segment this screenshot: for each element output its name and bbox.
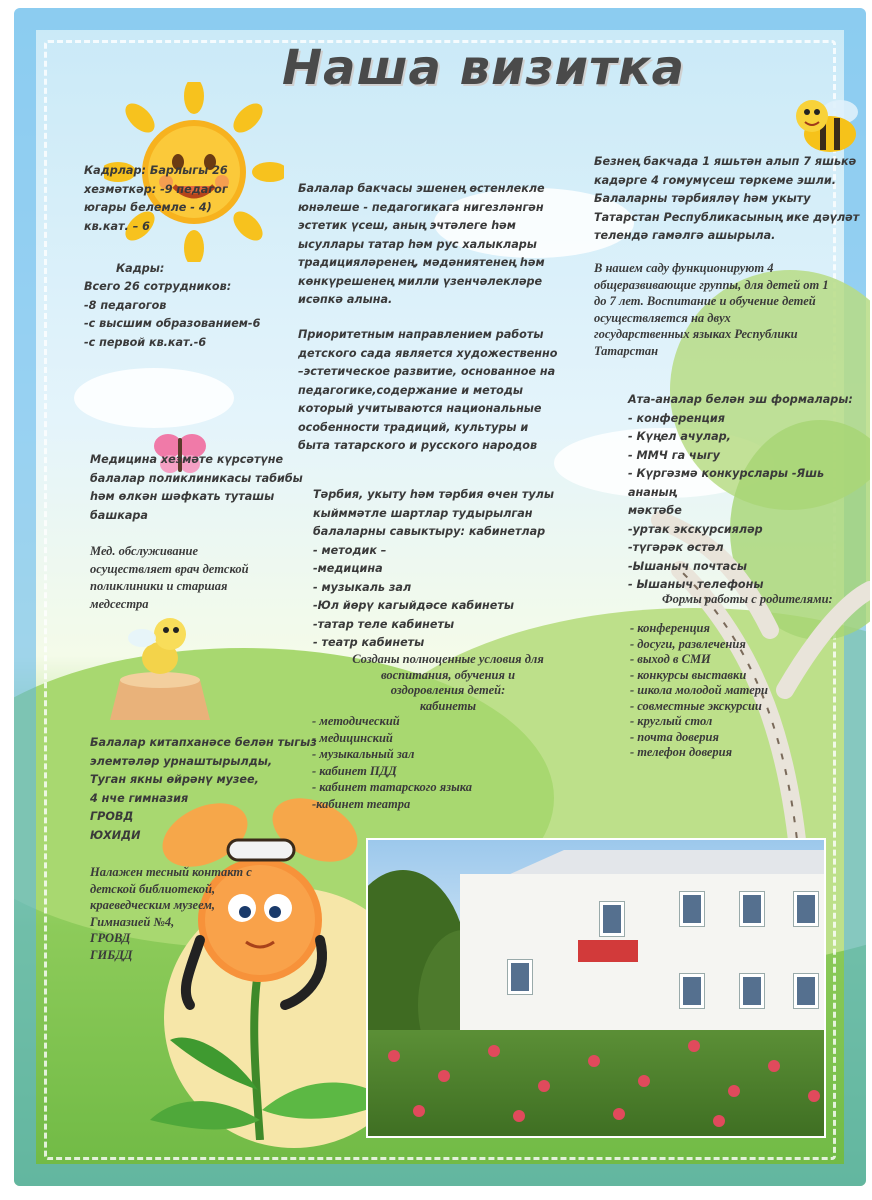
medical-service-russian: Мед. обслуживание осуществляет врач детской поликлиники и старшая медсестра bbox=[90, 544, 249, 611]
photo-window bbox=[794, 974, 818, 1008]
partners-russian: Налажен тесный контакт с детской библиотекой, краеведческим музеем, Гимназией №4, ГРОВД ГИБДД bbox=[90, 865, 252, 962]
bee-illustration bbox=[790, 82, 870, 162]
page-title: Наша визитка bbox=[282, 40, 685, 96]
bee-on-stump-illustration bbox=[100, 610, 220, 720]
photo-window bbox=[680, 892, 704, 926]
cabinets-russian-heading: Созданы полноценные условия для воспитания, обучения и оздоровления детей: кабинеты bbox=[352, 652, 544, 713]
photo-window bbox=[508, 960, 532, 994]
photo-window bbox=[794, 892, 818, 926]
priority-russian: Приоритетным направлением работы детского сада является художественно –эстетическое развитие, основанное на педагогике,содержание и методы который учитываются национальные особенности традиций, культуры и быта татарского и русского народов bbox=[298, 328, 558, 452]
cabinets-russian-list: - методический - медицинский - музыкальный зал - кабинет ПДД - кабинет татарского языка -кабинет театра bbox=[312, 714, 473, 811]
staff-heading-russian: Кадры: bbox=[116, 262, 165, 275]
photo-sign bbox=[578, 940, 638, 962]
photo-window bbox=[680, 974, 704, 1008]
parents-work-russian-list: - конференция - досуги, развлечения - выход в СМИ - конкурсы выставки - школа молодой матери - совместные экскурсии - круглый стол - почта доверия - телефон доверия bbox=[630, 621, 768, 759]
parents-work-russian-heading: Формы работы с родителями: bbox=[662, 592, 833, 606]
photo-window bbox=[740, 974, 764, 1008]
priority-tatar: Балалар бакчасы эшенең өстенлекле юнәлеше - педагогикага нигезләнгән эстетик үсеш, аның эчтәлеге һәм ысуллары татар һәм рус халыклары традицияләренең, мәдәниятенең һәм көнкүрешенең милли үзенчәлекләре исәпкә алына. bbox=[298, 182, 545, 306]
partners-tatar: Балалар китапханәсе белән тыгыз элемтәләр урнаштырылды, Туган якны өйрәнү музее, 4 нче гимназия ГРОВД ЮХИДИ bbox=[90, 736, 317, 842]
groups-tatar: Безнең бакчада 1 яшьтән алып 7 яшькә кадәрге 4 гомумүсеш төркеме эшли. Балаларны тәрбияләү һәм укыту Татарстан Республикасының ике дәүләт телендә гамәлгә ашырыла. bbox=[594, 155, 860, 242]
groups-russian: В нашем саду функционируют 4 общеразвивающие группы, для детей от 1 до 7 лет. Воспитание и обучение детей осуществляется на двух государственных языках Республики Татарстан bbox=[594, 261, 829, 358]
photo-window bbox=[600, 902, 624, 936]
kindergarten-building-photo bbox=[366, 838, 826, 1138]
photo-window bbox=[740, 892, 764, 926]
cabinets-tatar: Тәрбия, укыту һәм тәрбия өчен тулы кыйммәтле шартлар тудырылган балаларны савыктыру: кабинетлар - методик – -медицина - музыкаль зал -Юл йөрү кагыйдәсе кабинеты -татар теле кабинеты - театр кабинеты bbox=[313, 488, 554, 649]
medical-service-tatar: Медицина хезмәте күрсәтүне балалар поликлиникасы табибы һәм өлкән шәфкать туташы башкара bbox=[90, 453, 303, 522]
parents-work-tatar: Ата-аналар белән эш формалары: - конференция - Күңел ачулар, - ММЧ га чыгу - Күргәзмә конкурслары -Яшь ананың мәктәбе -уртак экскурсияләр -түгәрәк өстәл -Ышаныч почтасы - Ышаныч телефоны bbox=[628, 393, 853, 591]
staff-info-tatar: Кадрлар: Барлыгы 26 хезмәткәр: -9 педагог югары белемле - 4) кв.кат. – 6 bbox=[84, 164, 228, 233]
photo-flowerbed bbox=[368, 1030, 826, 1138]
staff-info-russian: Всего 26 сотрудников: -8 педагогов -с высшим образованием-6 -с первой кв.кат.-6 bbox=[84, 280, 261, 349]
